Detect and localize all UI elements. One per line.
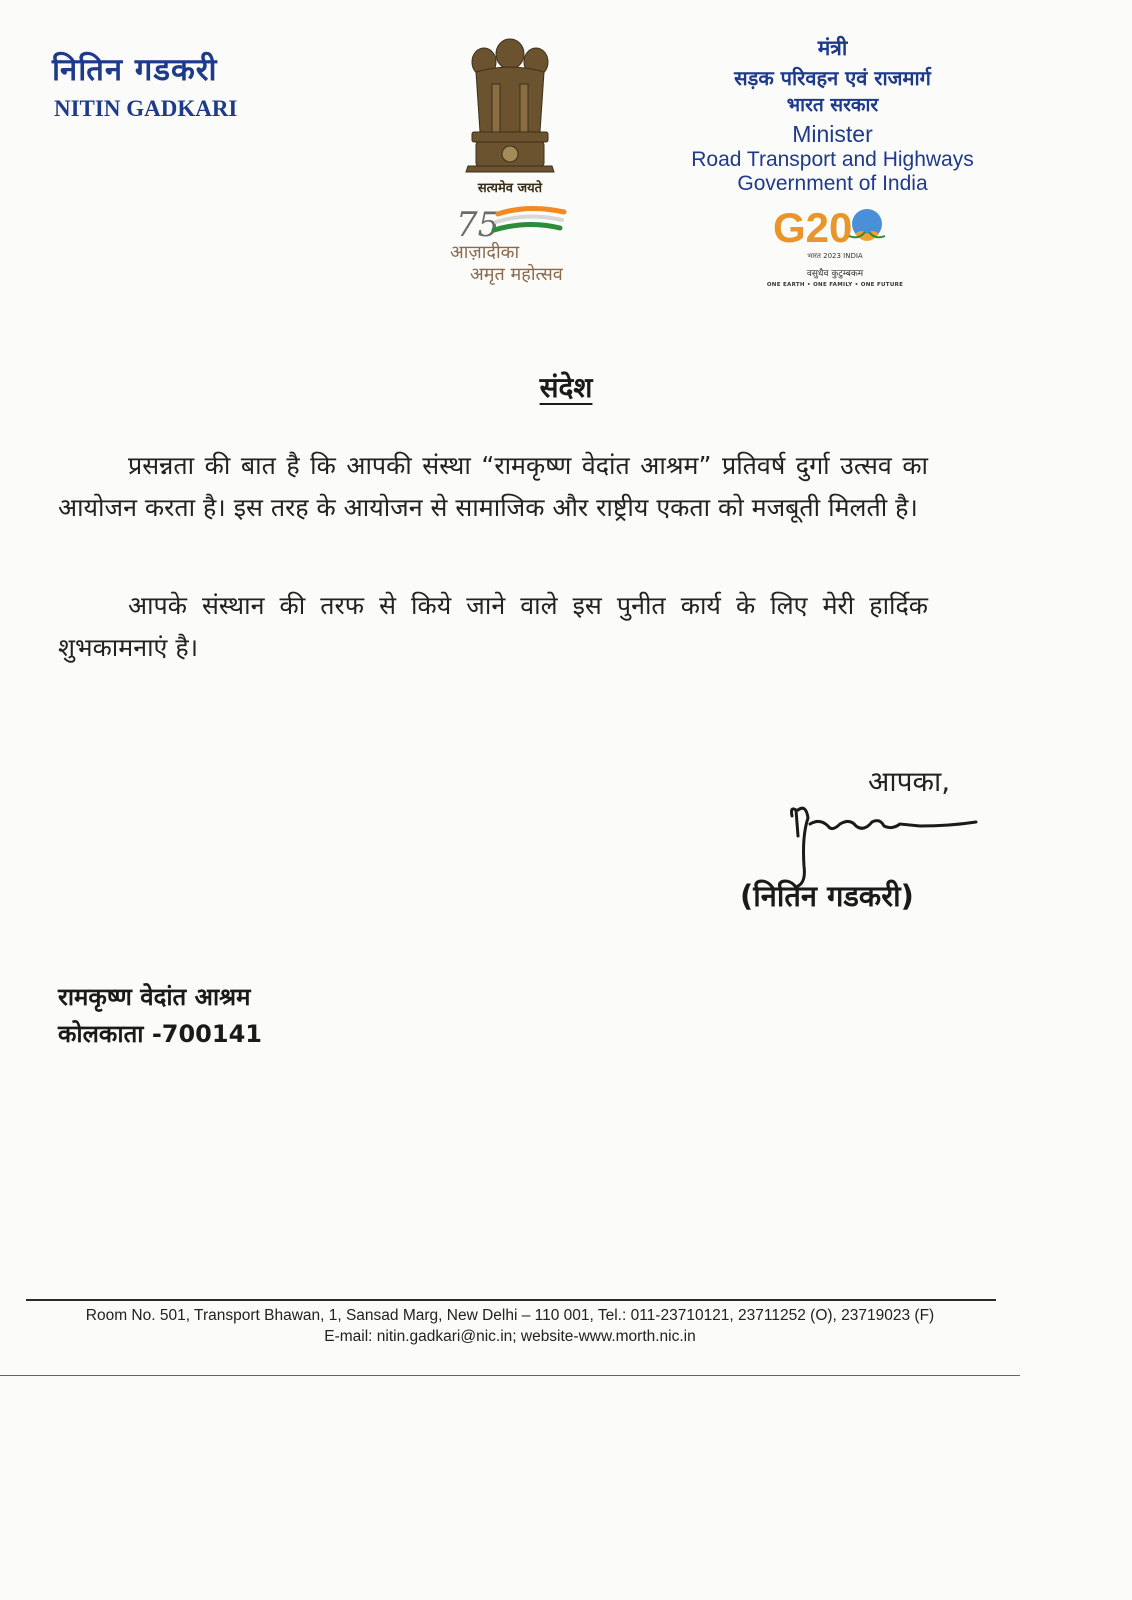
g20-logo-icon (765, 200, 915, 295)
ministry-name-hindi: सड़क परिवहन एवं राजमार्ग (734, 66, 931, 90)
letter-paragraph-1: प्रसन्नता की बात है कि आपकी संस्था “रामकृष्ण वेदांत आश्रम” प्रतिवर्ष दुर्गा उत्सव का आयोजन करता है। इस तरह के आयोजन से सामाजिक और राष्ट्रीय एकता को मजबूती मिलती है। (58, 451, 928, 522)
signatory-name: (नितिन गडकरी) (740, 879, 914, 913)
azadi-logo-number: 75 (456, 205, 500, 245)
footer-address: Room No. 501, Transport Bhawan, 1, Sansad Marg, New Delhi – 110 001, Tel.: 011-23710121, 23711252 (O), 23719023 (F) (85, 1307, 935, 1324)
letter-closing: आपका, (868, 765, 951, 798)
footer-top-rule (26, 1299, 996, 1301)
ministry-name-english: Road Transport and Highways (691, 148, 974, 171)
letter-title (0, 368, 1132, 406)
letterhead-name-english: NITIN GADKARI (54, 96, 238, 121)
ministry-title-hindi: मंत्री (817, 35, 848, 60)
emblem-motto: सत्यमेव जयते (477, 181, 543, 196)
ministry-block (660, 34, 1005, 196)
footer-contact: E-mail: nitin.gadkari@nic.in; website-www.morth.nic.in (324, 1328, 696, 1345)
g20-motto-english: ONE EARTH • ONE FAMILY • ONE FUTURE (766, 282, 904, 288)
azadi-logo-line2: अमृत महोत्सव (470, 264, 563, 285)
g20-motto-hindi: वसुधैव कुटुम्बकम (806, 269, 864, 279)
letter-paragraph-2: आपके संस्थान की तरफ से किये जाने वाले इस पुनीत कार्य के लिए मेरी हार्दिक शुभकामनाएं है। (58, 591, 928, 662)
government-english: Government of India (737, 172, 928, 195)
recipient-line-2: कोलकाता -700141 (58, 1020, 262, 1048)
letter-title-text: संदेश (539, 371, 593, 404)
national-emblem-icon (462, 32, 558, 182)
footer-bottom-rule (0, 1375, 1020, 1376)
g20-logo-text: G20 (773, 204, 853, 251)
letterhead-name-hindi: नितिन गडकरी (52, 52, 218, 88)
g20-year-text: भारत 2023 INDIA (807, 252, 863, 260)
recipient-line-1: रामकृष्ण वेदांत आश्रम (58, 983, 251, 1011)
ministry-title-english: Minister (792, 121, 873, 147)
government-hindi: भारत सरकार (786, 94, 879, 116)
azadi-logo-line1: आज़ादीका (450, 242, 520, 263)
